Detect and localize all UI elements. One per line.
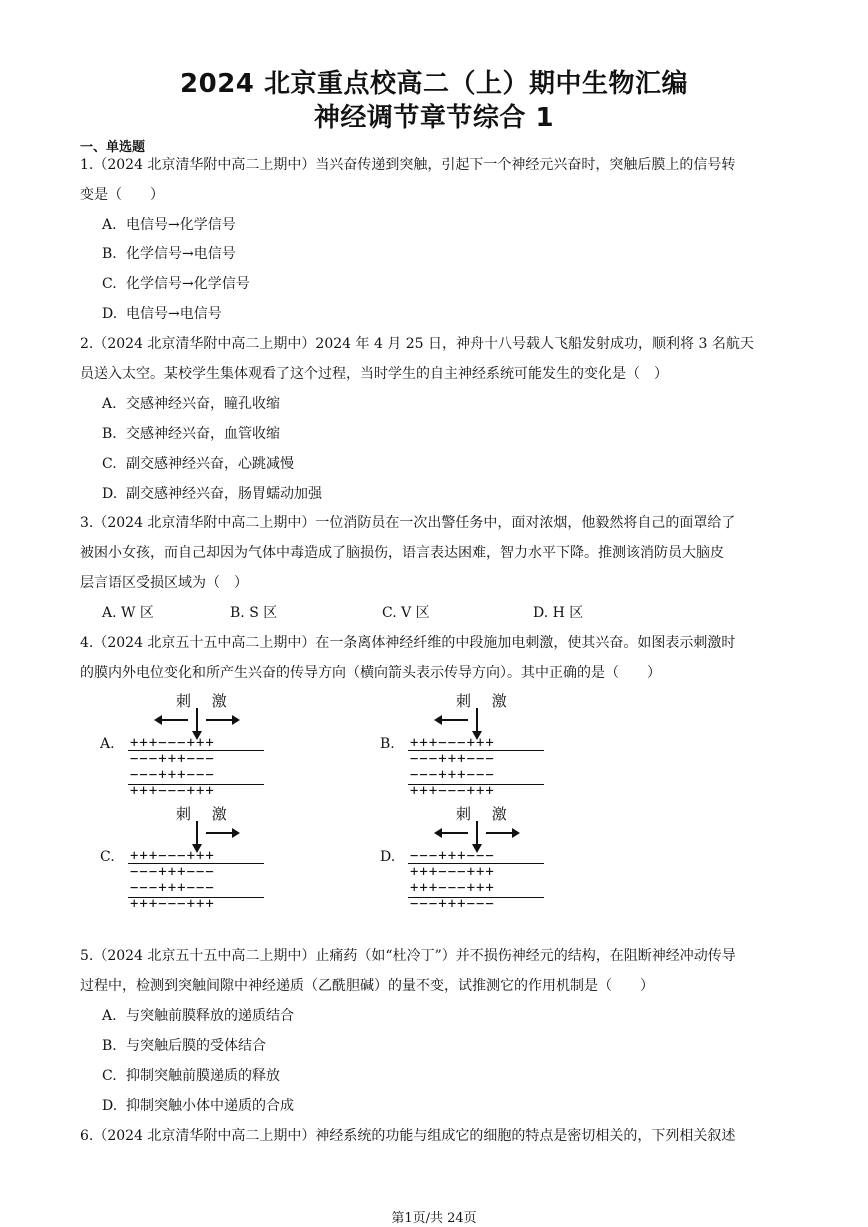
charge-row-outer-bottom: −−−+++−−− bbox=[410, 896, 495, 912]
question-5-option-d[interactable] bbox=[102, 1096, 294, 1116]
stimulus-label: 刺 激 bbox=[176, 805, 235, 823]
diagram-option-c[interactable] bbox=[100, 803, 280, 913]
diagram-option-key: B. bbox=[380, 736, 395, 752]
option-key: B. bbox=[230, 605, 245, 621]
question-5-option-c[interactable] bbox=[102, 1066, 280, 1086]
option-text: 副交感神经兴奋，心跳减慢 bbox=[126, 456, 294, 472]
charge-row-outer-bottom: +++−−−+++ bbox=[130, 783, 215, 799]
page-subtitle: 神经调节章节综合 1 bbox=[313, 103, 555, 133]
right-arrow-head bbox=[512, 828, 520, 838]
option-text: 抑制突触前膜递质的释放 bbox=[126, 1068, 280, 1084]
option-text: 电信号→电信号 bbox=[126, 306, 222, 322]
option-text: W 区 bbox=[121, 605, 154, 621]
question-2-option-b[interactable] bbox=[102, 424, 280, 444]
option-key: A. bbox=[102, 1008, 117, 1024]
option-text: S 区 bbox=[249, 605, 278, 621]
charge-row-outer-bottom: +++−−−+++ bbox=[130, 896, 215, 912]
option-key: C. bbox=[102, 1068, 117, 1084]
option-key: B. bbox=[102, 246, 117, 262]
option-key: D. bbox=[102, 486, 118, 502]
option-key: D. bbox=[102, 306, 118, 322]
question-1-text-line-2: 变是（ ） bbox=[80, 187, 164, 203]
charge-row-inner-top: −−−+++−−− bbox=[130, 751, 215, 767]
page-title: 2024 北京重点校高二（上）期中生物汇编 bbox=[180, 69, 688, 99]
option-text: 与突触后膜的受体结合 bbox=[126, 1038, 266, 1054]
question-1-option-a[interactable] bbox=[102, 215, 236, 235]
question-5-text-line-2: 过程中，检测到突触间隙中神经递质（乙酰胆碱）的量不变，试推测它的作用机制是（ ） bbox=[80, 978, 654, 994]
question-2-text-line-2: 员送入太空。某校学生集体观看了这个过程，当时学生的自主神经系统可能发生的变化是（ ） bbox=[80, 366, 668, 382]
page-number-footer: 第1页/共 24页 bbox=[391, 1211, 477, 1226]
charge-row-outer-top: +++−−−+++ bbox=[130, 735, 215, 751]
option-key: B. bbox=[102, 426, 117, 442]
option-text: 电信号→化学信号 bbox=[126, 217, 236, 233]
left-arrow-head bbox=[434, 715, 442, 725]
option-key: A. bbox=[102, 396, 117, 412]
question-4-text-line-2: 的膜内外电位变化和所产生兴奋的传导方向（横向箭头表示传导方向）。其中正确的是（ ） bbox=[80, 665, 661, 681]
option-key: D. bbox=[533, 605, 549, 621]
diagram-option-d[interactable] bbox=[380, 803, 560, 913]
option-key: C. bbox=[382, 605, 397, 621]
stimulus-label: 刺 激 bbox=[456, 805, 515, 823]
question-6-text-line-1: 6.（2024 北京清华附中高二上期中）神经系统的功能与组成它的细胞的特点是密切相关的，下列相关叙述 bbox=[80, 1128, 736, 1144]
question-3-option-c[interactable] bbox=[382, 603, 430, 623]
right-arrow-head bbox=[232, 715, 240, 725]
question-3-text-line-2: 被困小女孩，而自己却因为气体中毒造成了脑损伤，语言表达困难，智力水平下降。推测该消防员大脑皮 bbox=[80, 545, 724, 561]
charge-row-outer-bottom: +++−−−+++ bbox=[410, 783, 495, 799]
option-text: H 区 bbox=[552, 605, 584, 621]
option-text: 化学信号→化学信号 bbox=[126, 276, 250, 292]
question-3-text-line-1: 3.（2024 北京清华附中高二上期中）一位消防员在一次出警任务中，面对浓烟，他毅然将自己的面罩给了 bbox=[80, 515, 736, 531]
option-text: V 区 bbox=[401, 605, 430, 621]
question-5-option-b[interactable] bbox=[102, 1036, 266, 1056]
diagram-option-a[interactable] bbox=[100, 690, 280, 800]
question-2-option-a[interactable] bbox=[102, 394, 280, 414]
charge-row-inner-top: −−−+++−−− bbox=[130, 864, 215, 880]
option-key: A. bbox=[102, 605, 117, 621]
charge-row-inner-bottom: −−−+++−−− bbox=[130, 767, 215, 783]
charge-row-inner-top: −−−+++−−− bbox=[410, 751, 495, 767]
option-key: C. bbox=[102, 456, 117, 472]
charge-row-inner-bottom: −−−+++−−− bbox=[130, 880, 215, 896]
question-3-option-a[interactable] bbox=[102, 603, 154, 623]
question-1-option-b[interactable] bbox=[102, 244, 236, 264]
stimulus-label: 刺 激 bbox=[456, 692, 515, 710]
option-key: D. bbox=[102, 1098, 118, 1114]
charge-row-inner-bottom: −−−+++−−− bbox=[410, 767, 495, 783]
question-3-text-line-3: 层言语区受损区域为（ ） bbox=[80, 575, 248, 591]
charge-row-outer-top: +++−−−+++ bbox=[130, 848, 215, 864]
option-key: C. bbox=[102, 276, 117, 292]
stimulus-label: 刺 激 bbox=[176, 692, 235, 710]
charge-row-outer-top: +++−−−+++ bbox=[410, 735, 495, 751]
question-2-option-c[interactable] bbox=[102, 454, 294, 474]
option-text: 交感神经兴奋，血管收缩 bbox=[126, 426, 280, 442]
question-4-text-line-1: 4.（2024 北京五十五中高二上期中）在一条离体神经纤维的中段施加电刺激，使其兴奋。如图表示刺激时 bbox=[80, 635, 736, 651]
diagram-option-key: D. bbox=[380, 849, 396, 865]
option-text: 交感神经兴奋，瞳孔收缩 bbox=[126, 396, 280, 412]
charge-row-inner-bottom: +++−−−+++ bbox=[410, 880, 495, 896]
option-text: 抑制突触小体中递质的合成 bbox=[126, 1098, 294, 1114]
diagram-option-key: A. bbox=[100, 736, 115, 752]
option-text: 与突触前膜释放的递质结合 bbox=[126, 1008, 294, 1024]
diagram-option-b[interactable] bbox=[380, 690, 560, 800]
left-arrow-head bbox=[154, 715, 162, 725]
option-key: B. bbox=[102, 1038, 117, 1054]
diagram-option-key: C. bbox=[100, 849, 115, 865]
question-1-option-d[interactable] bbox=[102, 304, 222, 324]
charge-row-outer-top: −−−+++−−− bbox=[410, 848, 495, 864]
question-3-option-b[interactable] bbox=[230, 603, 277, 623]
question-2-option-d[interactable] bbox=[102, 484, 322, 504]
question-1-text-line-1: 1.（2024 北京清华附中高二上期中）当兴奋传递到突触，引起下一个神经元兴奋时，突触后膜上的信号转 bbox=[80, 157, 736, 173]
question-5-option-a[interactable] bbox=[102, 1006, 294, 1026]
question-2-text-line-1: 2.（2024 北京清华附中高二上期中）2024 年 4 月 25 日，神舟十八号载人飞船发射成功，顺利将 3 名航天 bbox=[80, 336, 754, 352]
option-text: 副交感神经兴奋，肠胃蠕动加强 bbox=[126, 486, 322, 502]
question-3-option-d[interactable] bbox=[533, 603, 583, 623]
right-arrow-head bbox=[232, 828, 240, 838]
question-5-text-line-1: 5.（2024 北京五十五中高二上期中）止痛药（如“杜冷丁”）并不损伤神经元的结构，在阻断神经冲动传导 bbox=[80, 948, 736, 964]
charge-row-inner-top: +++−−−+++ bbox=[410, 864, 495, 880]
section-label: 一、单选题 bbox=[80, 140, 146, 155]
left-arrow-head bbox=[434, 828, 442, 838]
option-key: A. bbox=[102, 217, 117, 233]
question-1-option-c[interactable] bbox=[102, 274, 250, 294]
option-text: 化学信号→电信号 bbox=[126, 246, 236, 262]
